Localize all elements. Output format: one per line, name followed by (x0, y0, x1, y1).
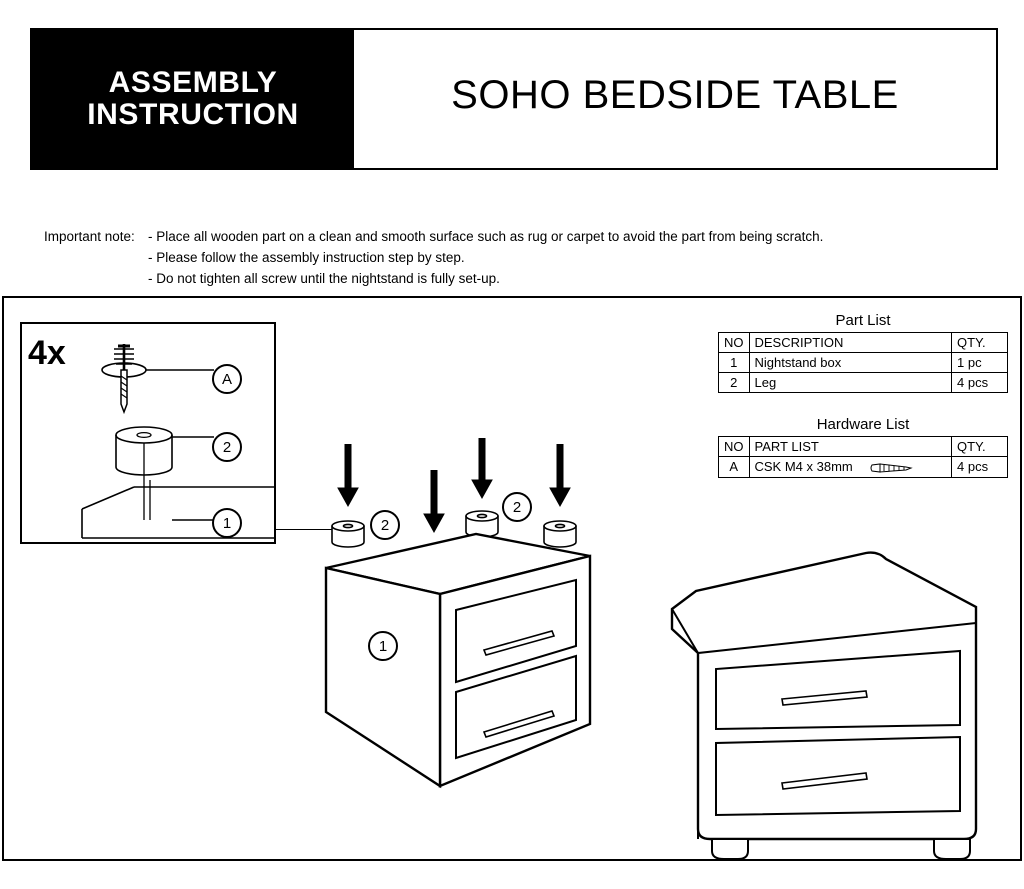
part-list-row2-no: 2 (719, 373, 750, 393)
assembly-diagram-panel (2, 296, 1022, 861)
table-row (719, 457, 1008, 478)
detail-to-assembly-leader (276, 529, 332, 530)
part-list-row1-no: 1 (719, 353, 750, 373)
part-list-header-description: DESCRIPTION (749, 333, 952, 353)
hardware-list-block (718, 416, 1008, 478)
badge-line-1: ASSEMBLY (108, 66, 278, 100)
callout-box-detail: 1 (212, 508, 242, 538)
part-list-row1-qty: 1 pc (952, 353, 1008, 373)
hardware-list-header-part: PART LIST (749, 437, 952, 457)
callout-a: A (212, 364, 242, 394)
part-list-header-qty: QTY. (952, 333, 1008, 353)
badge-line-2: INSTRUCTION (87, 98, 299, 131)
hardware-list-row1-qty: 4 pcs (952, 457, 1008, 478)
part-list-block (718, 312, 1008, 393)
finished-product-drawing (654, 533, 994, 863)
assembly-exploded-drawing (304, 438, 624, 858)
callout-leg-right: 2 (502, 492, 532, 522)
hardware-list-header-row (719, 437, 1008, 457)
part-list-title: Part List (835, 312, 891, 329)
note-line-3: - Do not tighten all screw until the nightstand is fully set-up. (148, 271, 500, 286)
callout-leg-detail: 2 (212, 432, 242, 462)
page-title: SOHO BEDSIDE TABLE (451, 72, 899, 117)
header-banner (30, 28, 998, 170)
callout-box: 1 (368, 631, 398, 661)
table-row (719, 353, 1008, 373)
part-list-header-no: NO (719, 333, 750, 353)
hardware-list-row1-part (749, 457, 952, 478)
part-list-row2-qty: 4 pcs (952, 373, 1008, 393)
hardware-list-header-no: NO (719, 437, 750, 457)
important-notes (44, 226, 984, 289)
part-list-row2-description: Leg (749, 373, 952, 393)
screw-icon (870, 461, 914, 475)
note-line-1: - Place all wooden part on a clean and smooth surface such as rug or carpet to avoid the part from being scratch. (148, 229, 824, 244)
hardware-list-row1-label: CSK M4 x 38mm (754, 459, 853, 474)
part-list-table (718, 332, 1008, 393)
assembly-instruction-badge (32, 30, 354, 168)
part-list-row1-description: Nightstand box (749, 353, 952, 373)
note-line-2: - Please follow the assembly instruction step by step. (148, 250, 465, 265)
hardware-list-title: Hardware List (816, 416, 910, 433)
note-row-3 (44, 268, 984, 289)
hardware-list-row1-no: A (719, 457, 750, 478)
part-list-header-row (719, 333, 1008, 353)
hardware-list-header-qty: QTY. (952, 437, 1008, 457)
table-row (719, 373, 1008, 393)
note-row-1 (44, 226, 984, 247)
notes-label: Important note: (44, 229, 135, 244)
hardware-list-table (718, 436, 1008, 478)
callout-leg-left: 2 (370, 510, 400, 540)
note-row-2 (44, 247, 984, 268)
detail-quantity-label: 4x (24, 334, 70, 373)
